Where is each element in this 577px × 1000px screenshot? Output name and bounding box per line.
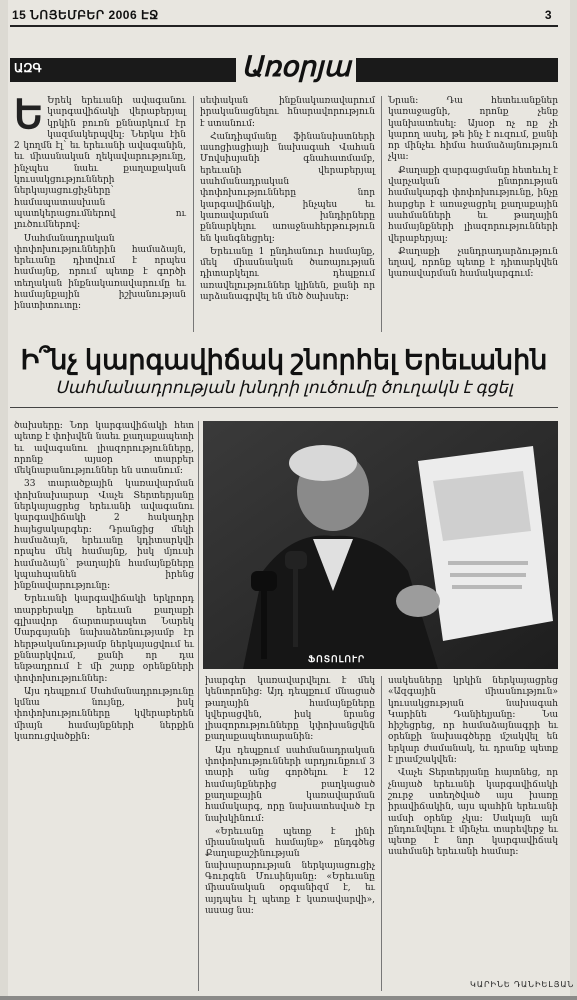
column-1-bottom: [14, 421, 194, 745]
paragraph: Այս դեպքում Սահմանադրությունը կմնա նույնը, իսկ փոփոխությունները կվերաբերեն միայն համայնքների ներքին կառուցվածքին:: [14, 686, 194, 743]
top-rule: [10, 25, 558, 27]
column-divider: [193, 96, 194, 332]
article-photo: [203, 421, 558, 669]
paragraph: 33 տարածքային կառավարման փոխնախարար Վաչե Տերտերյանը ներկայացրեց երեւանի ավագանու կարգավիճակի 2 հակադիր հայեցակարգեր: Դրանցից մեկի համաձայն, երեւանը կդիտարկվի որպես մեկ համայնք, իսկ մյուսի համաձայն՝ թաղային համայնքները կպահպանեն իրենց ինքնավարությունը:: [14, 479, 194, 592]
drop-cap: Ե: [14, 92, 44, 137]
page-number: 3: [544, 8, 552, 22]
section-tag: ԱԶԳ: [14, 61, 42, 75]
paragraph: խարգեր կառավարվելու է մեկ կենտրոնից: Այդ դեպքում մնացած թաղային համայնքները կվերացվեն, իսկ նրանց լիազորությունները կփոխանցվեն քաղաքապետարանին:: [205, 676, 375, 743]
headline: Ի՞նչ կարգավիճակ շնորհել Երեւանին: [20, 345, 548, 375]
paragraph: Երեկ երեւանի ավագանու կարգավիճակի վերաբերյալ կրկին բուռն քննարկում էր կազմակերպվել: Ներկա էին 2 կողմն էլ՝ եւ երեւանի ավագանին, եւ միասնական ղեկավարությունը, ինչպես նաեւ քաղաքական կուսակցությունների ներկայացուցիչները՝ համապատասխան պատկերացումներով ու լուծումներով:: [14, 96, 186, 231]
column-divider: [381, 676, 382, 991]
photo-illustration: [203, 421, 558, 669]
paragraph: Հանդիպմանը ֆինանսիստների ասոցիացիայի նախագահ Վահան Մովսիսյանի գնահատմամբ, երեւանի վերաբերյալ սահմանադրական փոփոխությունները նոր կարգավիճակի, ինչպես եւ կառավարման խնդիրները քննարկելու առաջնահերթություն են կանգնեցրել:: [200, 131, 375, 244]
column-divider: [381, 96, 382, 332]
paragraph: սեփական ինքնակառավարում իրականացնելու հնարավորություն է ստանում:: [200, 96, 375, 129]
bottom-strip: [0, 996, 577, 1000]
paragraph: Երեւանի կարգավիճակի երկրորդ տարբերակը երեւան քաղաքի գլխավոր ճարտարապետ Նարեկ Սարգսյանի նախաձեռնությամբ էր հերթականությամբ ներկայացվում եւ քննարկվում, քանի որ դա ենթադրում է մի շարք օրենքների փոփոխություններ:: [14, 594, 194, 684]
paragraph: Նրան: Դա հետեւանքներ կառաջացնի, որոնք չենք կանխատեսել: Այսօր ոչ ոք չի կարող ասել, թե ինչ է ուզում, քանի որ մինչեւ հիմա համաձայնություն չկա:: [388, 96, 558, 163]
paragraph: Քաղաքի չանդրադարձություն եղավ, որոնք պետք է դիտարկվեն կառավարման համակարգում:: [388, 246, 558, 280]
paragraph: Երեւանը 1 ընդհանուր համայնք, մեկ միասնական ծառայության դիտարկելու դեպքում առավելություններ կլինեն, քանի որ արձանագրվել են մեծ ծախսեր:: [200, 246, 375, 303]
paragraph: «Երեւանը պետք է լինի միասնական համայնք» ընդգծեց Քաղաքաշինության նախարարության ներկայացուցիչ Գուրգեն Մուսինյանը: «Երեւանը միասնական օրգանիզմ է, եւ այդպես էլ պետք է կառավարվի», ասաց նա:: [205, 826, 375, 916]
masthead-title: Առօրյա: [236, 50, 356, 86]
paragraph: սակեսները կրկին ներկայացրեց «Ազգային միասնություն» կուսակցության նախագահ Կարինե Դանիելյանը: Նա հիշեցրեց, որ համաձայնագրի եւ օրենքի նախագծերը մշակվել են երկար ժամանակ, եւ դրանք պետք է լրամշակվեն:: [388, 676, 558, 766]
column-3-bottom: [388, 676, 558, 861]
column-2-bottom: [205, 676, 375, 919]
paragraph: Վաչե Տերտերյանը հայտնեց, որ չնայած երեւանի կարգավիճակի շուրջ ստեղծված այս խառը իրավիճակին, այս պահին երեւանի ամսի օրենք չկա: Սակայն այն ընդունվելու է մինչեւ տարեվերջ եւ պետք է նոր կարգավիճակ սահմանի երեւանի համար:: [388, 768, 558, 858]
headline-rule: [10, 407, 558, 408]
dateline: [12, 8, 552, 22]
paragraph: ծախսերը: Նոր կարգավիճակի հետ պետք է փոխվեն նաեւ քաղաքապետի եւ ավագանու լիազորությունները, որոնք այսօր տարբեր մեկնաբանություններ են ստանում:: [14, 421, 194, 477]
paragraph: Այս դեպքում սահմանադրական փոփոխությունների արդյունքում 3 տարի անց գործելու է 12 համայնքներից բաղկացած քաղաքային կառավարման համակարգ, որը նախատեսված էր նախկինում:: [205, 745, 375, 824]
issue-date: 15 ՆՈՅԵՄԲԵՐ 2006 ԷՋ: [12, 8, 159, 22]
column-1-top: [14, 92, 186, 315]
photo-credit: ՖՈՏՈԼՈՒՐ: [308, 654, 366, 664]
byline: ԿԱՐԻՆԵ ԴԱՆԻԵԼՅԱՆ: [470, 980, 575, 989]
paragraph: Քաղաքի զարգացմանը հետեւել է վարչական ընտրության համակարգի փոփոխությունը, ինչը հարցեր է առաջացրել քաղաքային սահմանների եւ թաղային համայնքների լիազորությունների վերաբերյալ:: [388, 165, 559, 244]
column-divider: [198, 421, 199, 991]
column-2-top: [200, 96, 375, 305]
column-3-top: [388, 96, 558, 283]
paragraph: Սահմանադրական փոփոխություններին համաձայն, երեւանը դիտվում է որպես համայնք, որում պետք է գործի տեղական ինքնակառավարումը եւ համայնքային իշխանության ինստիտուտը:: [14, 233, 186, 312]
subheadline: Սահմանադրության խնդրի լուծումը ծուղակն է գցել: [55, 378, 513, 397]
